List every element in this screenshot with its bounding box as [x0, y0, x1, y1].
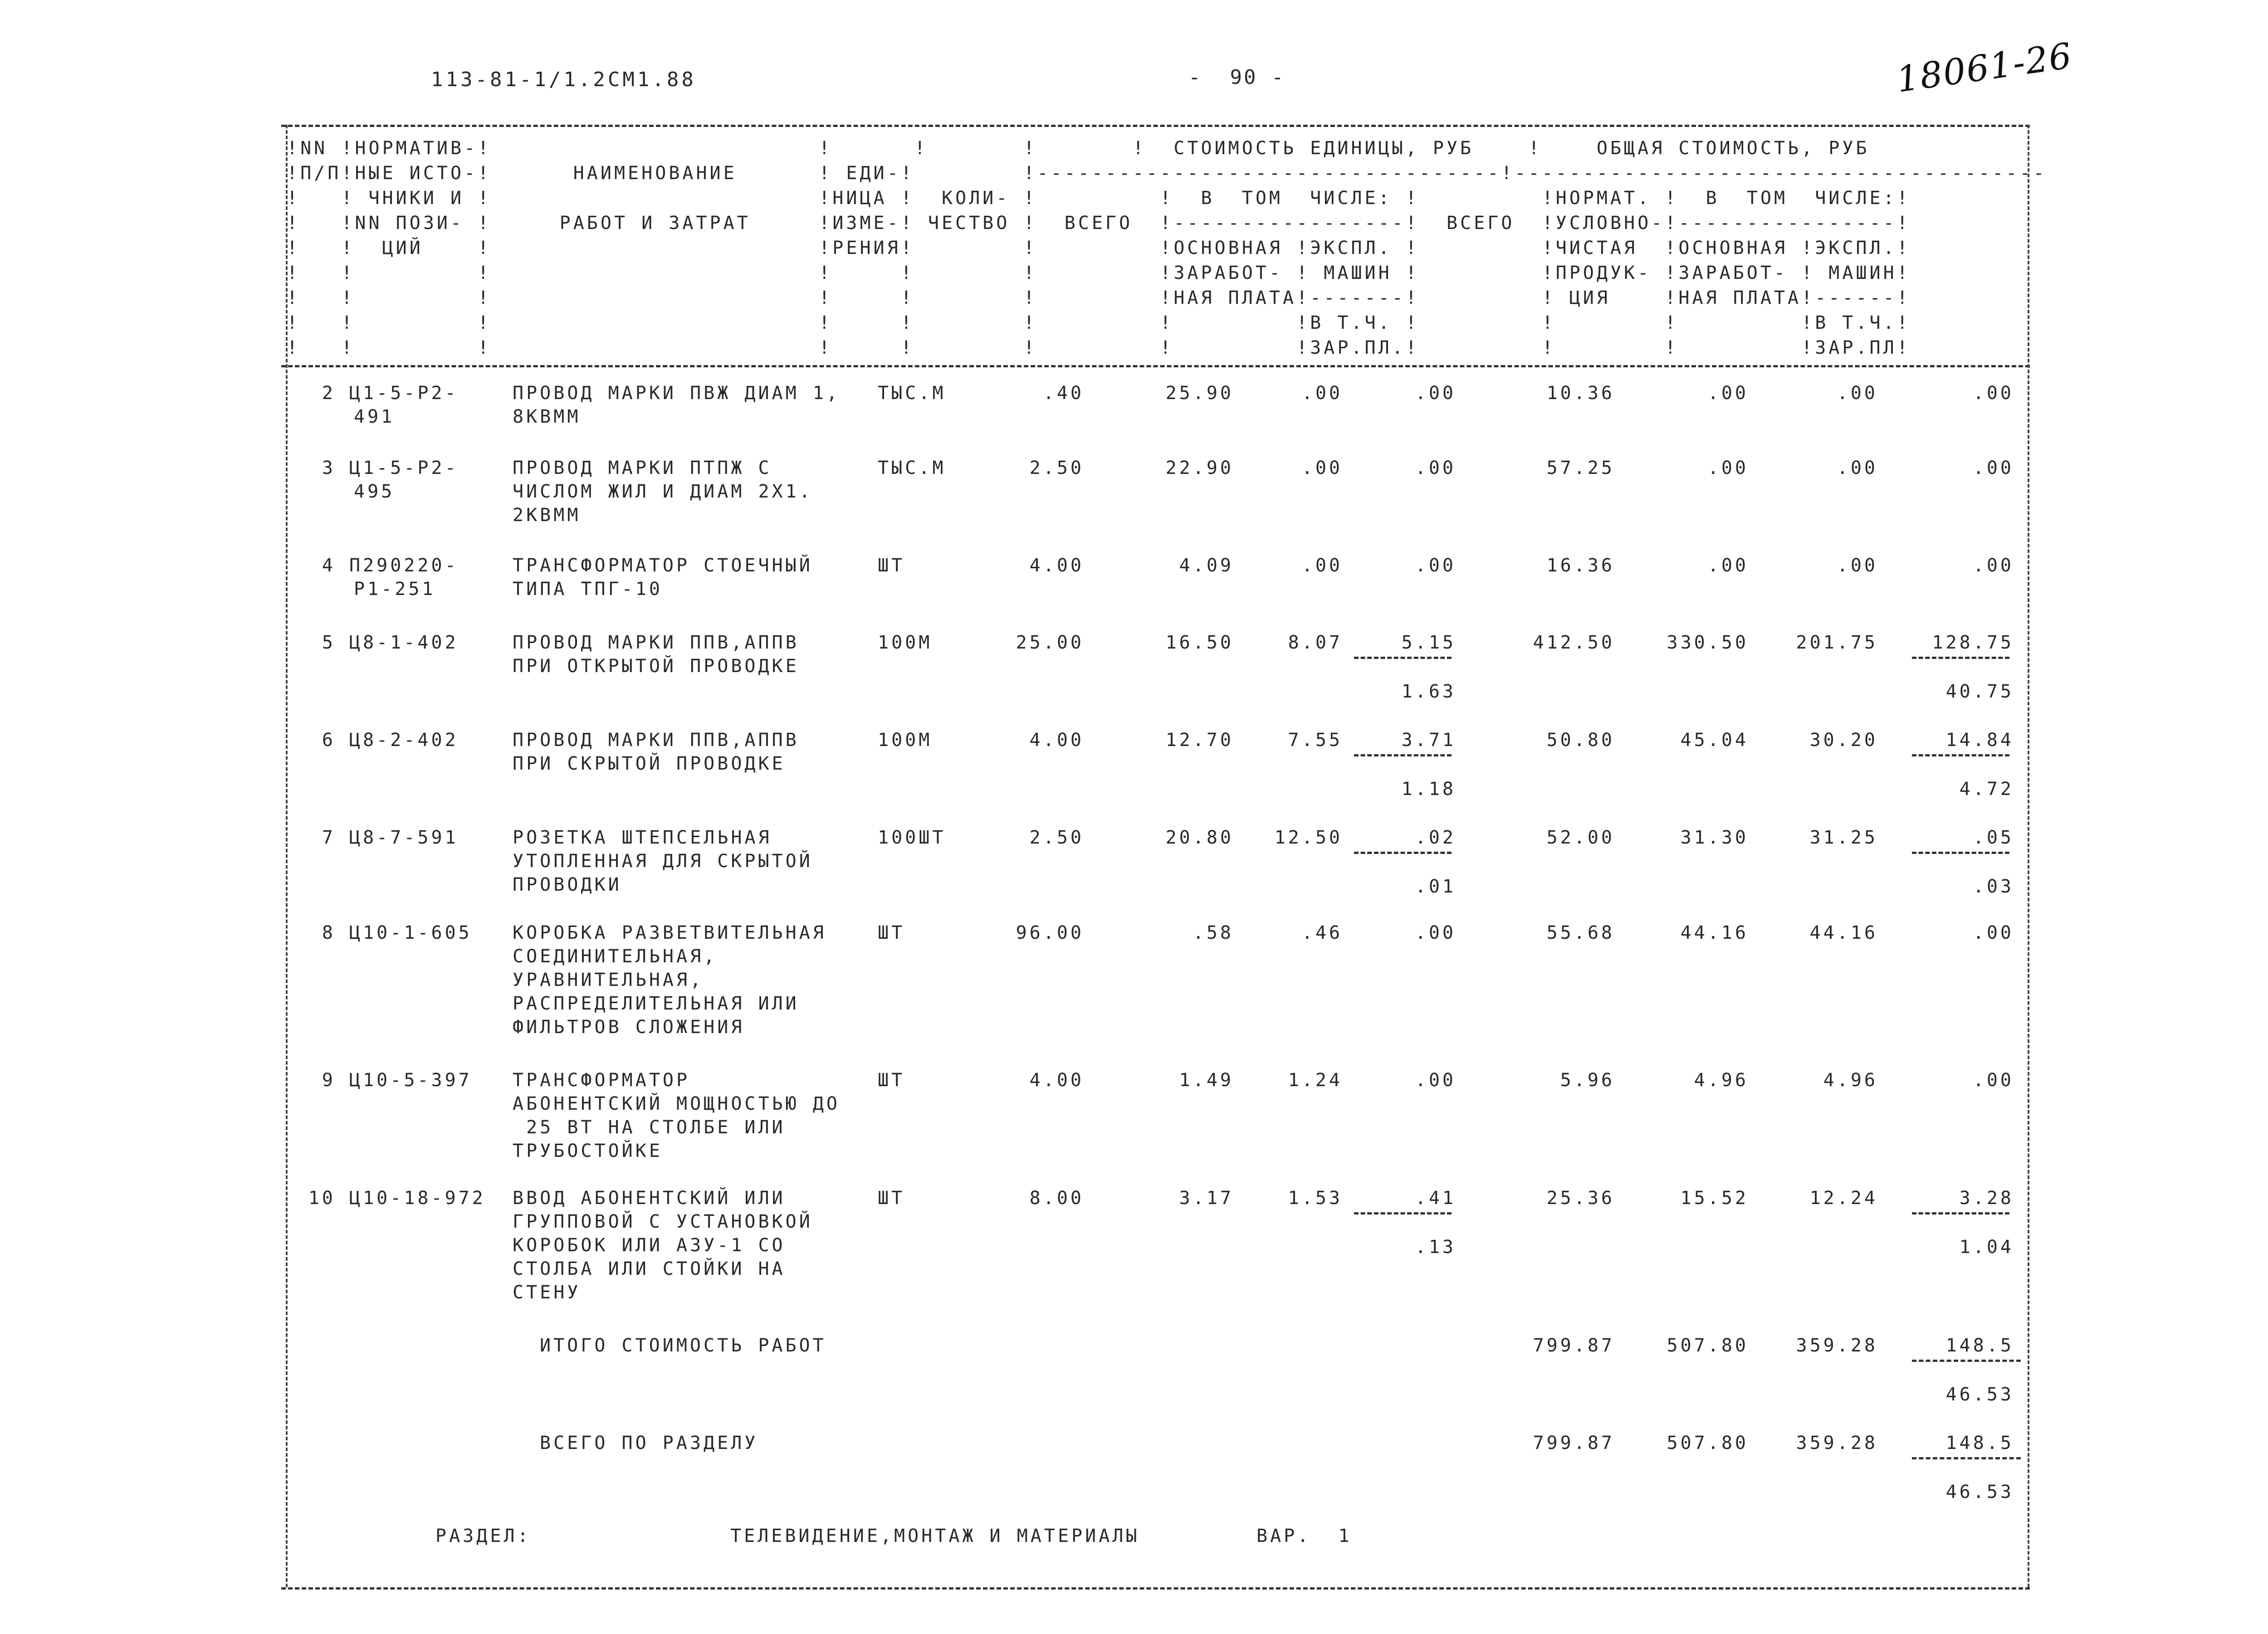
- cell-u-wage: 7.55: [1288, 730, 1343, 751]
- cell-t-mach: .00: [1973, 458, 2014, 478]
- work-name: ПРИ СКРЫТОЙ ПРОВОДКЕ: [513, 753, 786, 774]
- cell-u-mach-wage: 1.63: [1401, 681, 1456, 702]
- work-name: АБОНЕНТСКИЙ МОЩНОСТЬЮ ДО: [513, 1093, 840, 1114]
- total-t-total: 799.87: [1533, 1335, 1615, 1356]
- cell-t-norm: 4.96: [1694, 1070, 1749, 1091]
- work-name: ПРОВОД МАРКИ ПТПЖ С: [513, 458, 772, 478]
- header-line: ! ! ЧНИКИ И ! !НИЦА ! КОЛИ- ! ! В ТОМ ЧИСЛЕ: ! !НОРМАТ. ! В ТОМ ЧИСЛЕ:!: [287, 188, 1911, 209]
- cell-u-total: 1.49: [1179, 1070, 1234, 1091]
- work-name: 8КВММ: [513, 406, 581, 427]
- cell-u-total: 22.90: [1165, 458, 1234, 478]
- cell-u-mach: .00: [1415, 922, 1456, 943]
- work-name: УРАВНИТЕЛЬНАЯ,: [513, 970, 704, 990]
- cell-u-mach: .00: [1415, 458, 1456, 478]
- page-number: - 90 -: [1188, 66, 1286, 89]
- row-number: 10: [308, 1188, 336, 1209]
- cell-t-norm: 15.52: [1680, 1188, 1749, 1209]
- header-line: ! ! ! ! ! ! !НАЯ ПЛАТА!-------! ! ЦИЯ !НАЯ ПЛАТА!------!: [287, 288, 1911, 308]
- cell-t-mach: .00: [1973, 1070, 2014, 1091]
- cell-t-wage: 201.75: [1796, 632, 1878, 653]
- total-t-mach-wage: 46.53: [1945, 1482, 2014, 1502]
- cell-t-mach-wage: 1.04: [1959, 1237, 2014, 1258]
- cell-t-total: 55.68: [1546, 922, 1615, 943]
- header-line: ! ! ! ! ! ! ! !ЗАР.ПЛ.! ! ! !ЗАР.ПЛ!: [287, 337, 1911, 358]
- work-name: УТОПЛЕННАЯ ДЛЯ СКРЫТОЙ: [513, 851, 813, 872]
- cell-u-wage: 1.53: [1288, 1188, 1343, 1209]
- cell-t-total: 50.80: [1546, 730, 1615, 751]
- cell-t-mach: .00: [1973, 922, 2014, 943]
- subtotal-rule: [1354, 754, 1452, 756]
- row-number: 4: [322, 555, 336, 576]
- cell-u-wage: .46: [1301, 922, 1343, 943]
- cell-t-total: 57.25: [1546, 458, 1615, 478]
- cell-qty: 4.00: [1029, 1070, 1084, 1091]
- cell-t-wage: 30.20: [1809, 730, 1878, 751]
- norm-source-code: Ц1-5-Р2-: [349, 383, 459, 404]
- norm-source-code: П290220-: [349, 555, 459, 576]
- work-name: ФИЛЬТРОВ СЛОЖЕНИЯ: [513, 1017, 745, 1038]
- handwritten-note: 18061-26: [1894, 35, 2075, 101]
- row-number: 8: [322, 922, 336, 943]
- cell-u-wage: 8.07: [1288, 632, 1343, 653]
- header-line: !П/П!НЫЕ ИСТО-! НАИМЕНОВАНИЕ ! ЕДИ-! !----------------------------------!---------------------------------------: [287, 163, 2047, 184]
- cell-t-norm: 44.16: [1680, 922, 1749, 943]
- norm-source-code: Р1-251: [354, 579, 436, 600]
- cell-qty: 2.50: [1029, 827, 1084, 848]
- table-top-rule: [281, 125, 2030, 127]
- row-number: 6: [322, 730, 336, 751]
- cell-u-mach-wage: .01: [1415, 876, 1456, 897]
- subtotal-rule: [1912, 754, 2009, 756]
- cell-u-mach-wage: .13: [1415, 1237, 1456, 1258]
- cell-qty: .40: [1043, 383, 1084, 404]
- cell-u-total: 20.80: [1165, 827, 1234, 848]
- work-name: РОЗЕТКА ШТЕПСЕЛЬНАЯ: [513, 827, 772, 848]
- cell-t-norm: 330.50: [1667, 632, 1749, 653]
- work-name: ВВОД АБОНЕНТСКИЙ ИЛИ: [513, 1188, 786, 1209]
- cell-u-wage: .00: [1301, 383, 1343, 404]
- cell-t-mach-wage: .03: [1973, 876, 2014, 897]
- cell-t-norm: 45.04: [1680, 730, 1749, 751]
- cell-u-total: 4.09: [1179, 555, 1234, 576]
- total-t-wage: 359.28: [1796, 1433, 1878, 1454]
- cell-u-mach: 5.15: [1401, 632, 1456, 653]
- work-name: ТРАНСФОРМАТОР: [513, 1070, 690, 1091]
- subtotal-rule: [1354, 852, 1452, 854]
- cell-t-mach: 128.75: [1932, 632, 2014, 653]
- cell-qty: 96.00: [1016, 922, 1084, 943]
- cell-t-total: 412.50: [1533, 632, 1615, 653]
- cell-t-total: 52.00: [1546, 827, 1615, 848]
- norm-source-code: 491: [354, 406, 395, 427]
- work-name: ПРОВОД МАРКИ ППВ,АППВ: [513, 632, 799, 653]
- cell-u-wage: .00: [1301, 458, 1343, 478]
- work-name: ЧИСЛОМ ЖИЛ И ДИАМ 2Х1.: [513, 481, 813, 502]
- norm-source-code: Ц1-5-Р2-: [349, 458, 459, 478]
- unit: 100М: [878, 632, 933, 653]
- cell-u-mach: .00: [1415, 1070, 1456, 1091]
- subtotal-rule: [1912, 657, 2009, 659]
- unit: ТЫС.М: [878, 383, 946, 404]
- norm-source-code: Ц10-1-605: [349, 922, 472, 943]
- norm-source-code: Ц8-2-402: [349, 730, 459, 751]
- row-number: 2: [322, 383, 336, 404]
- header-line: !NN !НОРМАТИВ-! ! ! ! ! СТОИМОСТЬ ЕДИНИЦЫ, РУБ ! ОБЩАЯ СТОИМОСТЬ, РУБ: [287, 138, 1870, 159]
- work-name: 25 ВТ НА СТОЛБЕ ИЛИ: [513, 1117, 786, 1138]
- subtotal-rule: [1354, 657, 1452, 659]
- norm-source-code: Ц10-5-397: [349, 1070, 472, 1091]
- total-t-mach: 148.5: [1945, 1433, 2014, 1454]
- cell-t-norm: 31.30: [1680, 827, 1749, 848]
- cell-t-wage: .00: [1837, 555, 1878, 576]
- total-t-total: 799.87: [1533, 1433, 1615, 1454]
- cell-t-total: 16.36: [1546, 555, 1615, 576]
- cell-t-mach: .00: [1973, 383, 2014, 404]
- cell-t-norm: .00: [1707, 555, 1749, 576]
- cell-t-wage: 44.16: [1809, 922, 1878, 943]
- cell-t-mach: .05: [1973, 827, 2014, 848]
- subtotal-rule: [1912, 1212, 2009, 1215]
- row-number: 5: [322, 632, 336, 653]
- cell-qty: 4.00: [1029, 730, 1084, 751]
- cell-t-norm: .00: [1707, 383, 1749, 404]
- header-line: ! ! ! ! ! ! !ЗАРАБОТ- ! МАШИН ! !ПРОДУК- !ЗАРАБОТ- ! МАШИН!: [287, 263, 1911, 283]
- unit: ШТ: [878, 555, 905, 576]
- row-number: 7: [322, 827, 336, 848]
- cell-t-mach-wage: 40.75: [1945, 681, 2014, 702]
- work-name: 2КВММ: [513, 505, 581, 526]
- total-t-norm: 507.80: [1667, 1335, 1749, 1356]
- cell-u-total: 25.90: [1165, 383, 1234, 404]
- section-label: РАЗДЕЛ:: [435, 1526, 531, 1546]
- cell-t-wage: .00: [1837, 383, 1878, 404]
- total-label: ВСЕГО ПО РАЗДЕЛУ: [540, 1433, 758, 1454]
- subtotal-rule: [1912, 1360, 2021, 1362]
- unit: ШТ: [878, 1188, 905, 1209]
- unit: ШТ: [878, 922, 905, 943]
- unit: ТЫС.М: [878, 458, 946, 478]
- subtotal-rule: [1912, 852, 2009, 854]
- cell-t-wage: 4.96: [1823, 1070, 1878, 1091]
- subtotal-rule: [1912, 1457, 2021, 1459]
- cell-t-wage: .00: [1837, 458, 1878, 478]
- total-t-mach: 148.5: [1945, 1335, 2014, 1356]
- header-line: ! ! ! ! ! ! ! !В Т.Ч. ! ! ! !В Т.Ч.!: [287, 312, 1911, 333]
- cell-t-total: 10.36: [1546, 383, 1615, 404]
- norm-source-code: Ц10-18-972: [349, 1188, 486, 1209]
- cell-t-norm: .00: [1707, 458, 1749, 478]
- cell-qty: 25.00: [1016, 632, 1084, 653]
- work-name: РАСПРЕДЕЛИТЕЛЬНАЯ ИЛИ: [513, 993, 799, 1014]
- unit: 100ШТ: [878, 827, 946, 848]
- table-right-border: [2028, 125, 2029, 1587]
- cell-u-mach: .00: [1415, 555, 1456, 576]
- unit: ШТ: [878, 1070, 905, 1091]
- total-t-wage: 359.28: [1796, 1335, 1878, 1356]
- table-bottom-rule: [281, 1587, 2030, 1590]
- work-name: ГРУППОВОЙ С УСТАНОВКОЙ: [513, 1211, 813, 1232]
- doc-reference: 113-81-1/1.2СМ1.88: [431, 68, 696, 91]
- cell-t-mach: .00: [1973, 555, 2014, 576]
- cell-t-mach: 14.84: [1945, 730, 2014, 751]
- work-name: ПРОВОД МАРКИ ППВ,АППВ: [513, 730, 799, 751]
- total-label: ИТОГО СТОИМОСТЬ РАБОТ: [540, 1335, 826, 1356]
- section-title: ТЕЛЕВИДЕНИЕ,МОНТАЖ И МАТЕРИАЛЫ: [730, 1526, 1140, 1546]
- work-name: КОРОБОК ИЛИ АЗУ-1 СО: [513, 1235, 786, 1256]
- header-line: ! !NN ПОЗИ- ! РАБОТ И ЗАТРАТ !ИЗМЕ-! ЧЕСТВО ! ВСЕГО !-----------------! ВСЕГО !УСЛОВНО-!----------------!: [287, 213, 1911, 234]
- work-name: СТЕНУ: [513, 1282, 581, 1303]
- cell-u-mach: .02: [1415, 827, 1456, 848]
- row-number: 3: [322, 458, 336, 478]
- work-name: СТОЛБА ИЛИ СТОЙКИ НА: [513, 1258, 786, 1279]
- cell-qty: 2.50: [1029, 458, 1084, 478]
- cell-u-total: 12.70: [1165, 730, 1234, 751]
- cell-t-total: 5.96: [1560, 1070, 1615, 1091]
- total-t-norm: 507.80: [1667, 1433, 1749, 1454]
- work-name: ТИПА ТПГ-10: [513, 579, 663, 600]
- cell-u-wage: 1.24: [1288, 1070, 1343, 1091]
- header-line: ! ! ЦИЙ ! !РЕНИЯ! ! !ОСНОВНАЯ !ЭКСПЛ. ! !ЧИСТАЯ !ОСНОВНАЯ !ЭКСПЛ.!: [287, 238, 1911, 259]
- row-number: 9: [322, 1070, 336, 1091]
- cell-u-total: .58: [1193, 922, 1234, 943]
- cell-t-total: 25.36: [1546, 1188, 1615, 1209]
- work-name: ТРАНСФОРМАТОР СТОЕЧНЫЙ: [513, 555, 813, 576]
- work-name: СОЕДИНИТЕЛЬНАЯ,: [513, 946, 718, 967]
- cell-qty: 8.00: [1029, 1188, 1084, 1209]
- cell-u-wage: 12.50: [1274, 827, 1343, 848]
- work-name: ПРИ ОТКРЫТОЙ ПРОВОДКЕ: [513, 656, 799, 677]
- cell-t-wage: 12.24: [1809, 1188, 1878, 1209]
- norm-source-code: Ц8-1-402: [349, 632, 459, 653]
- cell-u-mach: .41: [1415, 1188, 1456, 1209]
- cell-u-total: 16.50: [1165, 632, 1234, 653]
- cell-u-total: 3.17: [1179, 1188, 1234, 1209]
- norm-source-code: Ц8-7-591: [349, 827, 459, 848]
- norm-source-code: 495: [354, 481, 395, 502]
- cell-t-wage: 31.25: [1809, 827, 1878, 848]
- cell-u-mach: 3.71: [1401, 730, 1456, 751]
- work-name: ТРУБОСТОЙКЕ: [513, 1141, 663, 1161]
- cell-qty: 4.00: [1029, 555, 1084, 576]
- total-t-mach-wage: 46.53: [1945, 1384, 2014, 1405]
- section-variant: ВАР. 1: [1256, 1526, 1352, 1546]
- cell-t-mach-wage: 4.72: [1959, 779, 2014, 800]
- cell-u-mach: .00: [1415, 383, 1456, 404]
- header-bottom-rule: [281, 365, 2030, 367]
- cell-t-mach: 3.28: [1959, 1188, 2014, 1209]
- cell-u-wage: .00: [1301, 555, 1343, 576]
- work-name: ПРОВОДКИ: [513, 874, 622, 895]
- work-name: ПРОВОД МАРКИ ПВЖ ДИАМ 1,: [513, 383, 840, 404]
- work-name: КОРОБКА РАЗВЕТВИТЕЛЬНАЯ: [513, 922, 826, 943]
- unit: 100М: [878, 730, 933, 751]
- cell-u-mach-wage: 1.18: [1401, 779, 1456, 800]
- subtotal-rule: [1354, 1212, 1452, 1215]
